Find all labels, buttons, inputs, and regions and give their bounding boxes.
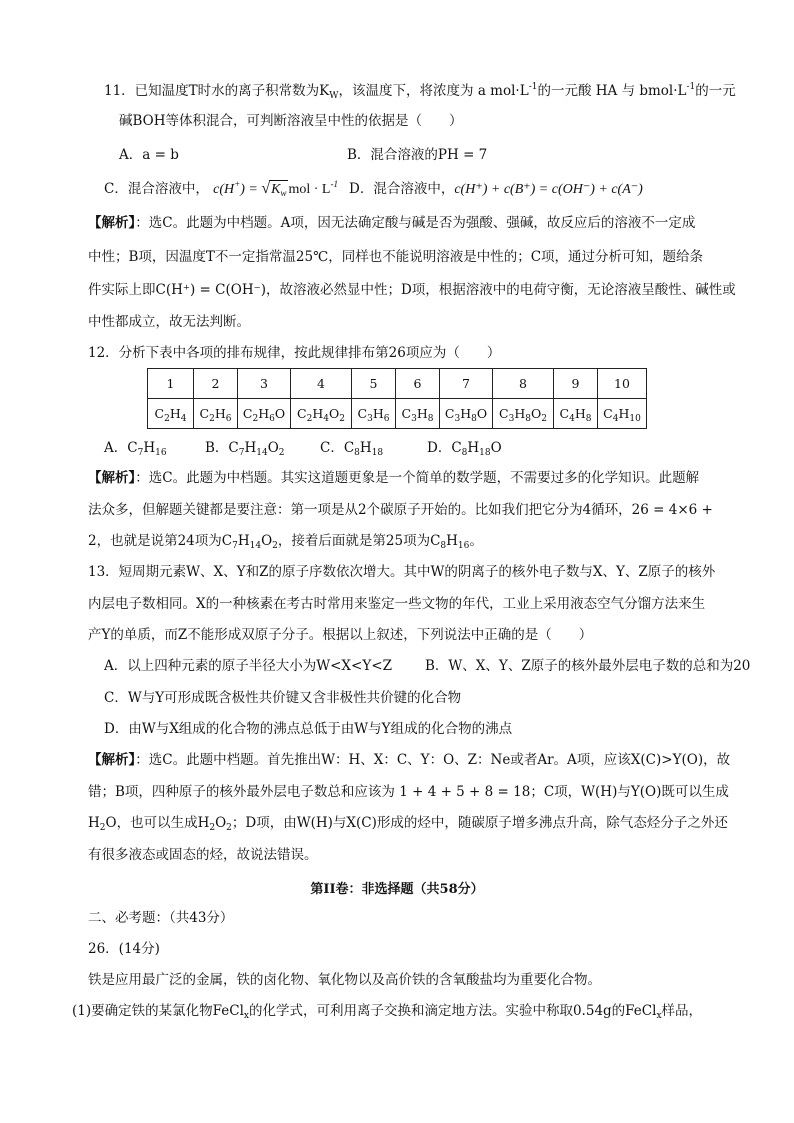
table-formula-cell: $C_3H_8O$: [440, 399, 493, 429]
q26-part1: (1)要确定铁的某氯化物FeCl$_x$的化学式，可利用离子交换和滴定地方法。实验中称取0.54g的FeCl$_x$样品，: [72, 1003, 703, 1021]
q12-option-c: C．$C_8H_{18}$: [320, 440, 384, 458]
q11-option-d: D．混合溶液中，c(H⁺) + c(B⁺) = c(OH⁻) + c(A⁻): [349, 181, 643, 197]
table-formula-cell: $C_3H_6$: [352, 399, 396, 429]
section-heading: 第II卷：非选择题（共58分）: [310, 882, 484, 897]
q13-stem-line3: 产Y的单质，而Z不能形成双原子分子。根据以上叙述，下列说法中正确的是（ ）: [88, 627, 593, 643]
table-header-cell: 9: [554, 369, 598, 399]
q13-analysis-line2: 错；B项，四种原子的核外最外层电子数总和应该为 1 + 4 + 5 + 8 = 18；C项，W(H)与Y(O)既可以生成: [88, 784, 729, 800]
q11-stem-line1: 11．已知温度T时水的离子积常数为$K_W$，该温度下，将浓度为 a $mol\cdot L^{-1}$的一元酸 HA 与 $bmol\cdot L^{-1}$的一元: [104, 82, 736, 101]
q12-analysis-line1: 【解析】：选C。此题为中档题。其实这道题更象是一个简单的数学题，不需要过多的化学知识。此题解: [88, 470, 700, 486]
table-header-cell: 8: [493, 369, 554, 399]
q13-stem-line2: 内层电子数相同。X的一种核素在考古时常用来鉴定一些文物的年代，工业上采用液态空气分馏方法来生: [88, 596, 706, 612]
q11-analysis-line3: 件实际上即C(H⁺) = C(OH⁻)，故溶液必然显中性；D项，根据溶液中的电荷守衡，无论溶液呈酸性、碱性或: [88, 282, 736, 298]
table-header-cell: 3: [238, 369, 291, 399]
q13-stem-line1: 13．短周期元素W、X、Y和Z的原子序数依次增大。其中W的阴离子的核外电子数与X、Y、Z原子的核外: [88, 564, 716, 580]
table-header-cell: 1: [148, 369, 194, 399]
q12-option-d: D．$C_8H_{18}O$: [427, 440, 502, 458]
q11-analysis-line2: 中性；B项，因温度T不一定指常温25℃，同样也不能说明溶液是中性的；C项，通过分析可知，题给条: [88, 249, 704, 265]
q12-stem: 12．分析下表中各项的排布规律，按此规律排布第26项应为（ ）: [88, 345, 501, 361]
q12-analysis-line3: 2，也就是说第24项为$C_7H_{14}O_2$，接着后面就是第25项为$C_8H_{16}$。: [88, 533, 483, 551]
q13-analysis-line1: 【解析】：选C。此题中档题。首先推出W：H、X：C、Y：O、Z：Ne或者Ar。A项，应该X(C)>Y(O)，故: [88, 752, 731, 768]
q11-stem-line2: 碱BOH等体积混合，可判断溶液呈中性的依据是（ ）: [119, 113, 463, 129]
q13-option-d: D．由W与X组成的化合物的沸点总低于由W与Y组成的化合物的沸点: [104, 721, 513, 737]
table-formula-cell: $C_3H_8O_2$: [493, 399, 554, 429]
table-formula-cell: $C_2H_4$: [148, 399, 194, 429]
q13-analysis-line3: $H_2O$，也可以生成$H_2O_2$；D项，由W(H)与X(C)形成的烃中，随碳原子增多沸点升高，除气态烃分子之外还: [88, 815, 728, 833]
table-row: [148, 399, 647, 429]
table-formula-cell: $C_4H_8$: [554, 399, 598, 429]
q11-option-b: B．混合溶液的PH = 7: [347, 147, 488, 163]
table-row: [148, 369, 647, 399]
table-formula-cell: $C_2H_6O$: [238, 399, 291, 429]
table-formula-cell: $C_3H_8$: [396, 399, 440, 429]
table-header-cell: 6: [396, 369, 440, 399]
q12-series-table: [147, 368, 647, 429]
q11-analysis-line1: 【解析】：选C。此题为中档题。A项，因无法确定酸与碱是否为强酸、强碱，故反应后的溶液不一定成: [88, 215, 696, 231]
section-part-title: 二、必考题：（共43分）: [88, 910, 234, 926]
q12-option-b: B．$C_7H_{14}O_2$: [205, 440, 285, 458]
q11-option-a: A．a = b: [119, 147, 179, 163]
q11-option-c: C．混合溶液中， $c(H^+) = √K_w$ mol · $L^{-1}$: [104, 179, 338, 198]
q13-analysis-line4: 有很多液态或固态的烃，故说法错误。: [88, 847, 318, 863]
table-formula-cell: $C_4H_{10}$: [598, 399, 647, 429]
table-header-cell: 7: [440, 369, 493, 399]
q12-option-a: A．$C_7H_{16}$: [104, 440, 167, 458]
table-formula-cell: $C_2H_6$: [194, 399, 238, 429]
table-formula-cell: $C_2H_4O_2$: [291, 399, 352, 429]
table-header-cell: 10: [598, 369, 647, 399]
q13-option-b: B．W、X、Y、Z原子的核外最外层电子数的总和为20: [425, 658, 751, 674]
q11-analysis-line4: 中性都成立，故无法判断。: [88, 314, 250, 330]
q12-analysis-line2: 法众多，但解题关键都是要注意：第一项是从2个碳原子开始的。比如我们把它分为4循环，26 = 4×6 +: [88, 502, 713, 518]
q11-option-d-formula: c(H⁺) + c(B⁺) = c(OH⁻) + c(A⁻): [454, 182, 643, 197]
q13-option-a: A．以上四种元素的原子半径大小为W<X<Y<Z: [104, 658, 392, 674]
q26-number: 26．(14分): [88, 941, 160, 957]
q26-intro: 铁是应用最广泛的金属，铁的卤化物、氧化物以及高价铁的含氧酸盐均为重要化合物。: [88, 972, 601, 988]
table-header-cell: 4: [291, 369, 352, 399]
q13-option-c: C．W与Y可形成既含极性共价键又含非极性共价键的化合物: [104, 690, 462, 706]
table-header-cell: 5: [352, 369, 396, 399]
table-header-cell: 2: [194, 369, 238, 399]
